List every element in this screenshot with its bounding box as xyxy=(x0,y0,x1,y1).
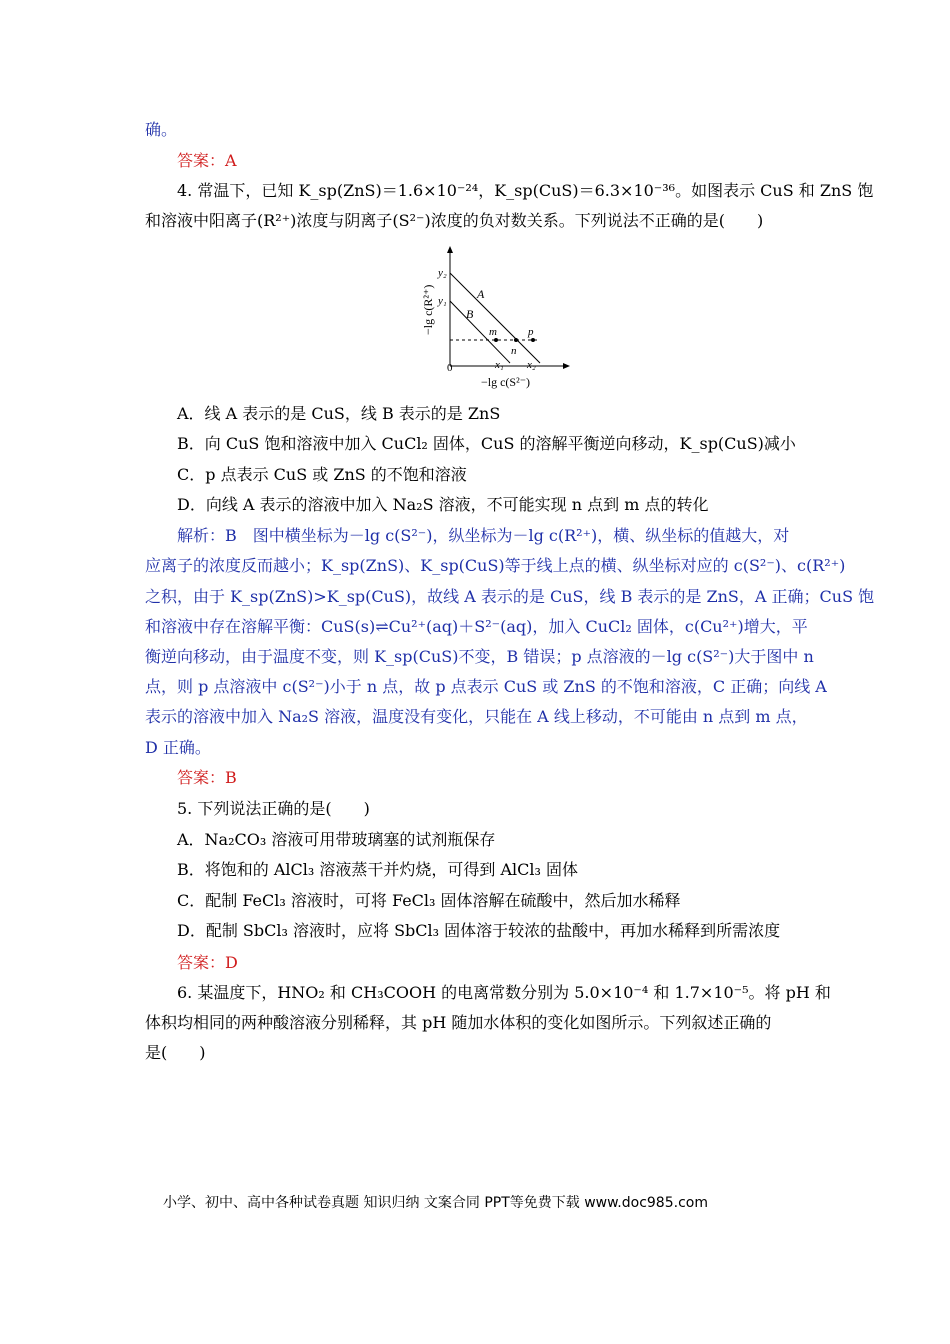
line-a-label: A xyxy=(477,287,485,301)
question-6-line-1: 6. 某温度下，HNO₂ 和 CH₃COOH 的电离常数分别为 5.0×10⁻⁴ 和 1.7×10⁻⁵。将 pH 和 xyxy=(177,983,831,1002)
line-b xyxy=(450,301,510,363)
option-4b: B．向 CuS 饱和溶液中加入 CuCl₂ 固体，CuS 的溶解平衡逆向移动，K_sp(CuS)减小 xyxy=(177,434,796,453)
question-6-line-2: 体积均相同的两种酸溶液分别稀释，其 pH 随加水体积的变化如图所示。下列叙述正确的 xyxy=(145,1013,772,1032)
y1-label: y₁ xyxy=(438,295,447,307)
explanation-line-6: 点，则 p 点溶液中 c(S²⁻)小于 n 点，故 p 点表示 CuS 或 ZnS 的不饱和溶液，C 正确；向线 A xyxy=(145,677,827,696)
question-4-line-2: 和溶液中阳离子(R²⁺)浓度与阴离子(S²⁻)浓度的负对数关系。下列说法不正确的是( ) xyxy=(145,211,764,230)
explanation-line-2: 应离子的浓度反而越小；K_sp(ZnS)、K_sp(CuS)等于线上点的横、纵坐标对应的 c(S²⁻)、c(R²⁺) xyxy=(145,556,846,575)
ksp-graph xyxy=(415,243,575,393)
origin-label: 0 xyxy=(447,362,453,374)
prev-explanation-tail: 确。 xyxy=(145,120,178,139)
x-axis-arrow xyxy=(563,363,570,369)
explanation-line-4: 和溶液中存在溶解平衡：CuS(s)⇌Cu²⁺(aq)＋S²⁻(aq)，加入 CuCl₂ 固体，c(Cu²⁺)增大，平 xyxy=(145,617,808,636)
explanation-line-7: 表示的溶液中加入 Na₂S 溶液，温度没有变化，只能在 A 线上移动，不可能由 n 点到 m 点， xyxy=(145,707,808,726)
question-4-line-1: 4. 常温下，已知 K_sp(ZnS)＝1.6×10⁻²⁴，K_sp(CuS)＝6.3×10⁻³⁶。如图表示 CuS 和 ZnS 饱 xyxy=(177,181,874,200)
point-n xyxy=(514,338,518,342)
page-footer: 小学、初中、高中各种试卷真题 知识归纳 文案合同 PPT等免费下载 www.doc985.com xyxy=(163,1195,708,1211)
question-6-line-3: 是( ) xyxy=(145,1043,206,1062)
y-axis-arrow xyxy=(447,246,453,253)
x1-label: x₁ xyxy=(495,359,504,371)
answer-4: 答案：B xyxy=(177,768,237,787)
explanation-line-1: 解析：B 图中横坐标为－lg c(S²⁻)，纵坐标为－lg c(R²⁺)，横、纵坐标的值越大，对 xyxy=(177,526,790,545)
explanation-line-5: 衡逆向移动，由于温度不变，则 K_sp(CuS)不变，B 错误；p 点溶液的－lg c(S²⁻)大于图中 n xyxy=(145,647,814,666)
answer-5: 答案：D xyxy=(177,953,238,972)
y2-label: y₂ xyxy=(438,267,447,279)
m-label: m xyxy=(489,326,497,338)
point-m xyxy=(494,338,498,342)
p-label: p xyxy=(528,326,534,338)
option-5b: B．将饱和的 AlCl₃ 溶液蒸干并灼烧，可得到 AlCl₃ 固体 xyxy=(177,860,578,879)
point-p xyxy=(531,338,535,342)
answer-3: 答案：A xyxy=(177,151,237,170)
explanation-line-8: D 正确。 xyxy=(145,738,211,757)
option-4d: D．向线 A 表示的溶液中加入 Na₂S 溶液，不可能实现 n 点到 m 点的转化 xyxy=(177,495,709,514)
option-5d: D．配制 SbCl₃ 溶液时，应将 SbCl₃ 固体溶于较浓的盐酸中，再加水稀释到所需浓度 xyxy=(177,921,781,940)
option-4a: A．线 A 表示的是 CuS，线 B 表示的是 ZnS xyxy=(177,404,501,423)
ksp-figure xyxy=(415,243,575,393)
n-label: n xyxy=(511,345,517,357)
x2-label: x₂ xyxy=(527,359,536,371)
line-b-label: B xyxy=(466,307,474,321)
explanation-line-3: 之积，由于 K_sp(ZnS)>K_sp(CuS)，故线 A 表示的是 CuS，线 B 表示的是 ZnS，A 正确；CuS 饱 xyxy=(145,587,875,606)
x-axis-label: −lg c(S²⁻) xyxy=(481,375,531,389)
option-4c: C．p 点表示 CuS 或 ZnS 的不饱和溶液 xyxy=(177,465,467,484)
option-5c: C．配制 FeCl₃ 溶液时，可将 FeCl₃ 固体溶解在硫酸中，然后加水稀释 xyxy=(177,891,681,910)
question-5: 5. 下列说法正确的是( ) xyxy=(177,799,370,818)
option-5a: A．Na₂CO₃ 溶液可用带玻璃塞的试剂瓶保存 xyxy=(177,830,496,849)
y-axis-label: −lg c(R²⁺) xyxy=(421,284,435,335)
line-a xyxy=(450,273,540,363)
